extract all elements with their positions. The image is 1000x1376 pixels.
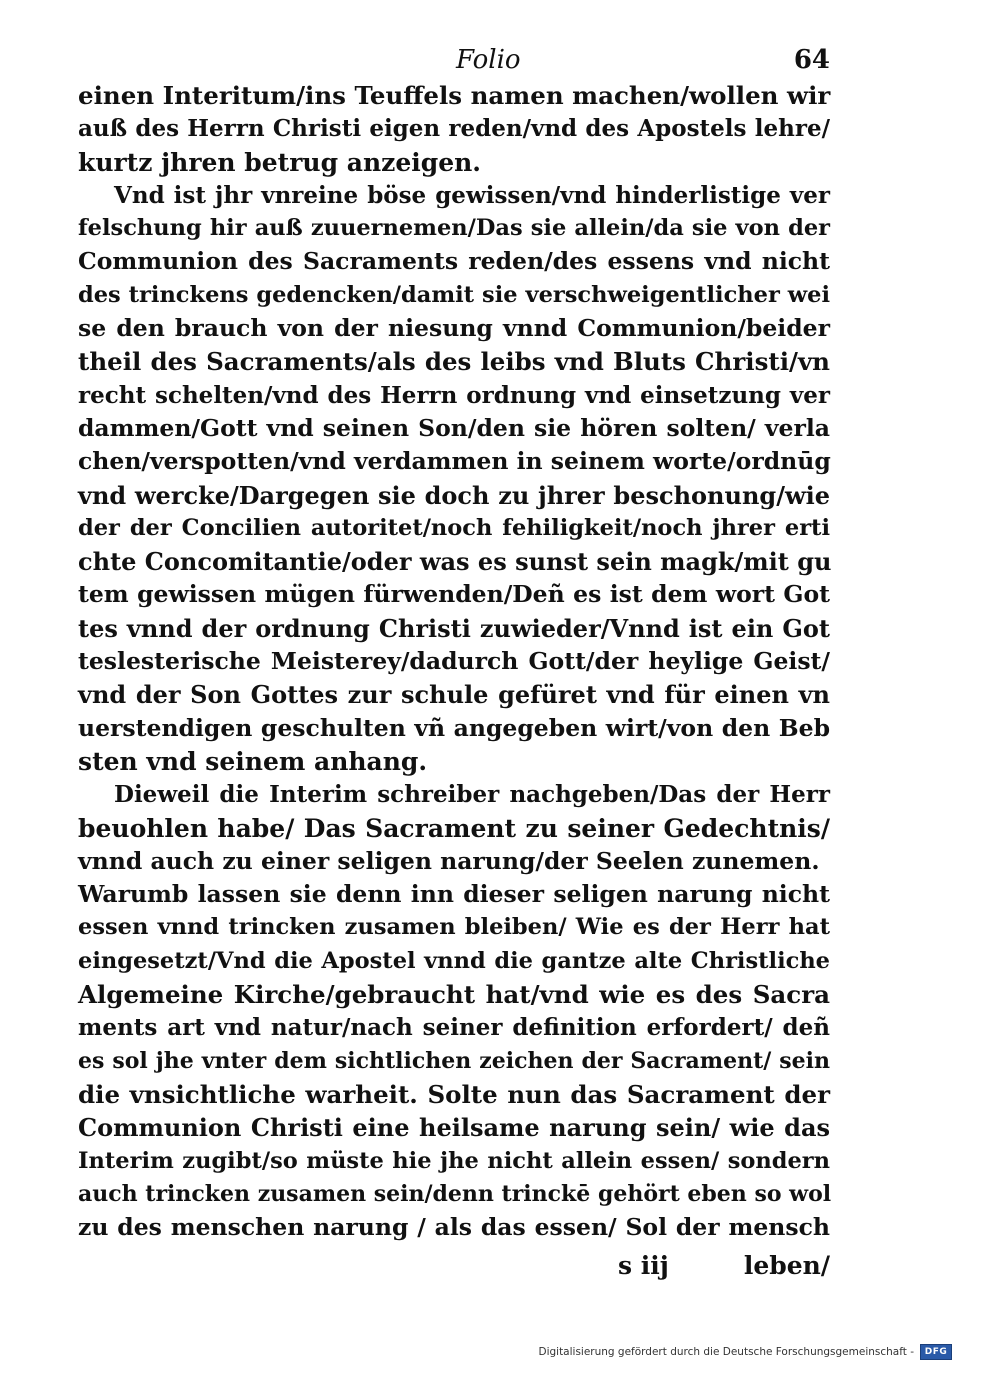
- text-line: Interim zugibt/so müste hie jhe nicht allein essen/ sondern: [78, 1147, 830, 1174]
- body-text: [78, 79, 830, 1244]
- text-line: eingesetzt/Vnd die Apostel vnnd die gantze alte Christliche: [78, 947, 830, 974]
- text-line: einen Interitum/ins Teuffels namen machen/wollen wir: [78, 81, 831, 110]
- text-line: kurtz jhren betrug anzeigen.: [78, 147, 482, 177]
- text-line: chte Concomitantie/oder was es sunst sein magk/mit gu: [78, 547, 832, 577]
- catchword: leben/: [743, 1251, 830, 1280]
- text-line: zu des menschen narung / als das essen/ Sol der mensch: [78, 1213, 830, 1242]
- text-line: se den brauch von der niesung vnnd Communion/beider: [78, 314, 830, 343]
- running-head: Folio: [456, 45, 521, 75]
- text-line: theil des Sacraments/als des leibs vnd Bluts Christi/vn: [78, 347, 830, 377]
- text-line: dammen/Gott vnd seinen Son/den sie hören solten/ verla: [78, 413, 830, 442]
- text-line: der der Concilien autoritet/noch fehiligkeit/noch jhrer erti: [78, 514, 830, 541]
- text-line: Vnd ist jhr vnreine böse gewissen/vnd hinderlistige ver: [114, 181, 830, 209]
- catchline: [78, 1248, 830, 1284]
- text-line: die vnsichtliche warheit. Solte nun das Sacrament der: [78, 1079, 830, 1109]
- text-line: auch trincken zusamen sein/denn trinckē gehört eben so wol: [78, 1180, 832, 1207]
- text-line: ments art vnd natur/nach seiner definition erfordert/ deñ: [78, 1014, 830, 1042]
- text-line: recht schelten/vnd des Herrn ordnung vnd einsetzung ver: [78, 381, 830, 409]
- text-line: uerstendigen geschulten vñ angegeben wirt/von den Beb: [78, 713, 830, 742]
- text-line: Algemeine Kirche/gebraucht hat/vnd wie es des Sacra: [78, 980, 830, 1010]
- folio-number: 64: [793, 45, 830, 75]
- credit-text: Digitalisierung gefördert durch die Deutsche Forschungsgemeinschaft -: [538, 1346, 914, 1358]
- text-line: vnd der Son Gottes zur schule gefüret vnd für einen vn: [78, 680, 830, 710]
- digitization-credit: [538, 1342, 952, 1362]
- text-line: teslesterische Meisterey/dadurch Gott/der heylige Geist/: [78, 647, 830, 676]
- text-line: felschung hir auß zuuernemen/Das sie allein/da sie von der: [78, 215, 830, 242]
- text-line: es sol jhe vnter dem sichtlichen zeichen der Sacrament/ sein: [78, 1047, 830, 1074]
- text-line: Dieweil die Interim schreiber nachgeben/Das der Herr: [114, 781, 830, 809]
- text-line: chen/verspotten/vnd verdammen in seinem worte/ordnūg: [78, 447, 831, 476]
- text-line: Warumb lassen sie denn inn dieser seligen narung nicht: [78, 880, 830, 909]
- page-header: [78, 40, 830, 80]
- text-line: vnd wercke/Dargegen sie doch zu jhrer beschonung/wie: [78, 480, 830, 510]
- text-line: des trinckens gedencken/damit sie verschweigentlicher wei: [78, 281, 830, 308]
- text-line: tes vnnd der ordnung Christi zuwieder/Vnnd ist ein Got: [78, 613, 830, 643]
- text-line: auß des Herrn Christi eigen reden/vnd des Apostels lehre/: [78, 115, 830, 143]
- text-line: Communion des Sacraments reden/des essens vnd nicht: [78, 247, 830, 276]
- text-line: beuohlen habe/ Das Sacrament zu seiner Gedechtnis/: [78, 813, 830, 843]
- text-line: essen vnnd trincken zusamen bleiben/ Wie es der Herr hat: [78, 914, 830, 941]
- text-line: tem gewissen mügen fürwenden/Deñ es ist dem wort Got: [78, 580, 830, 609]
- text-line: vnnd auch zu einer seligen narung/der Seelen zunemen.: [78, 846, 820, 875]
- text-line: Communion Christi eine heilsame narung sein/ wie das: [78, 1113, 830, 1143]
- signature-mark: s iij: [618, 1251, 669, 1280]
- text-line: sten vnd seinem anhang.: [78, 746, 428, 776]
- dfg-logo-icon: DFG: [920, 1344, 952, 1360]
